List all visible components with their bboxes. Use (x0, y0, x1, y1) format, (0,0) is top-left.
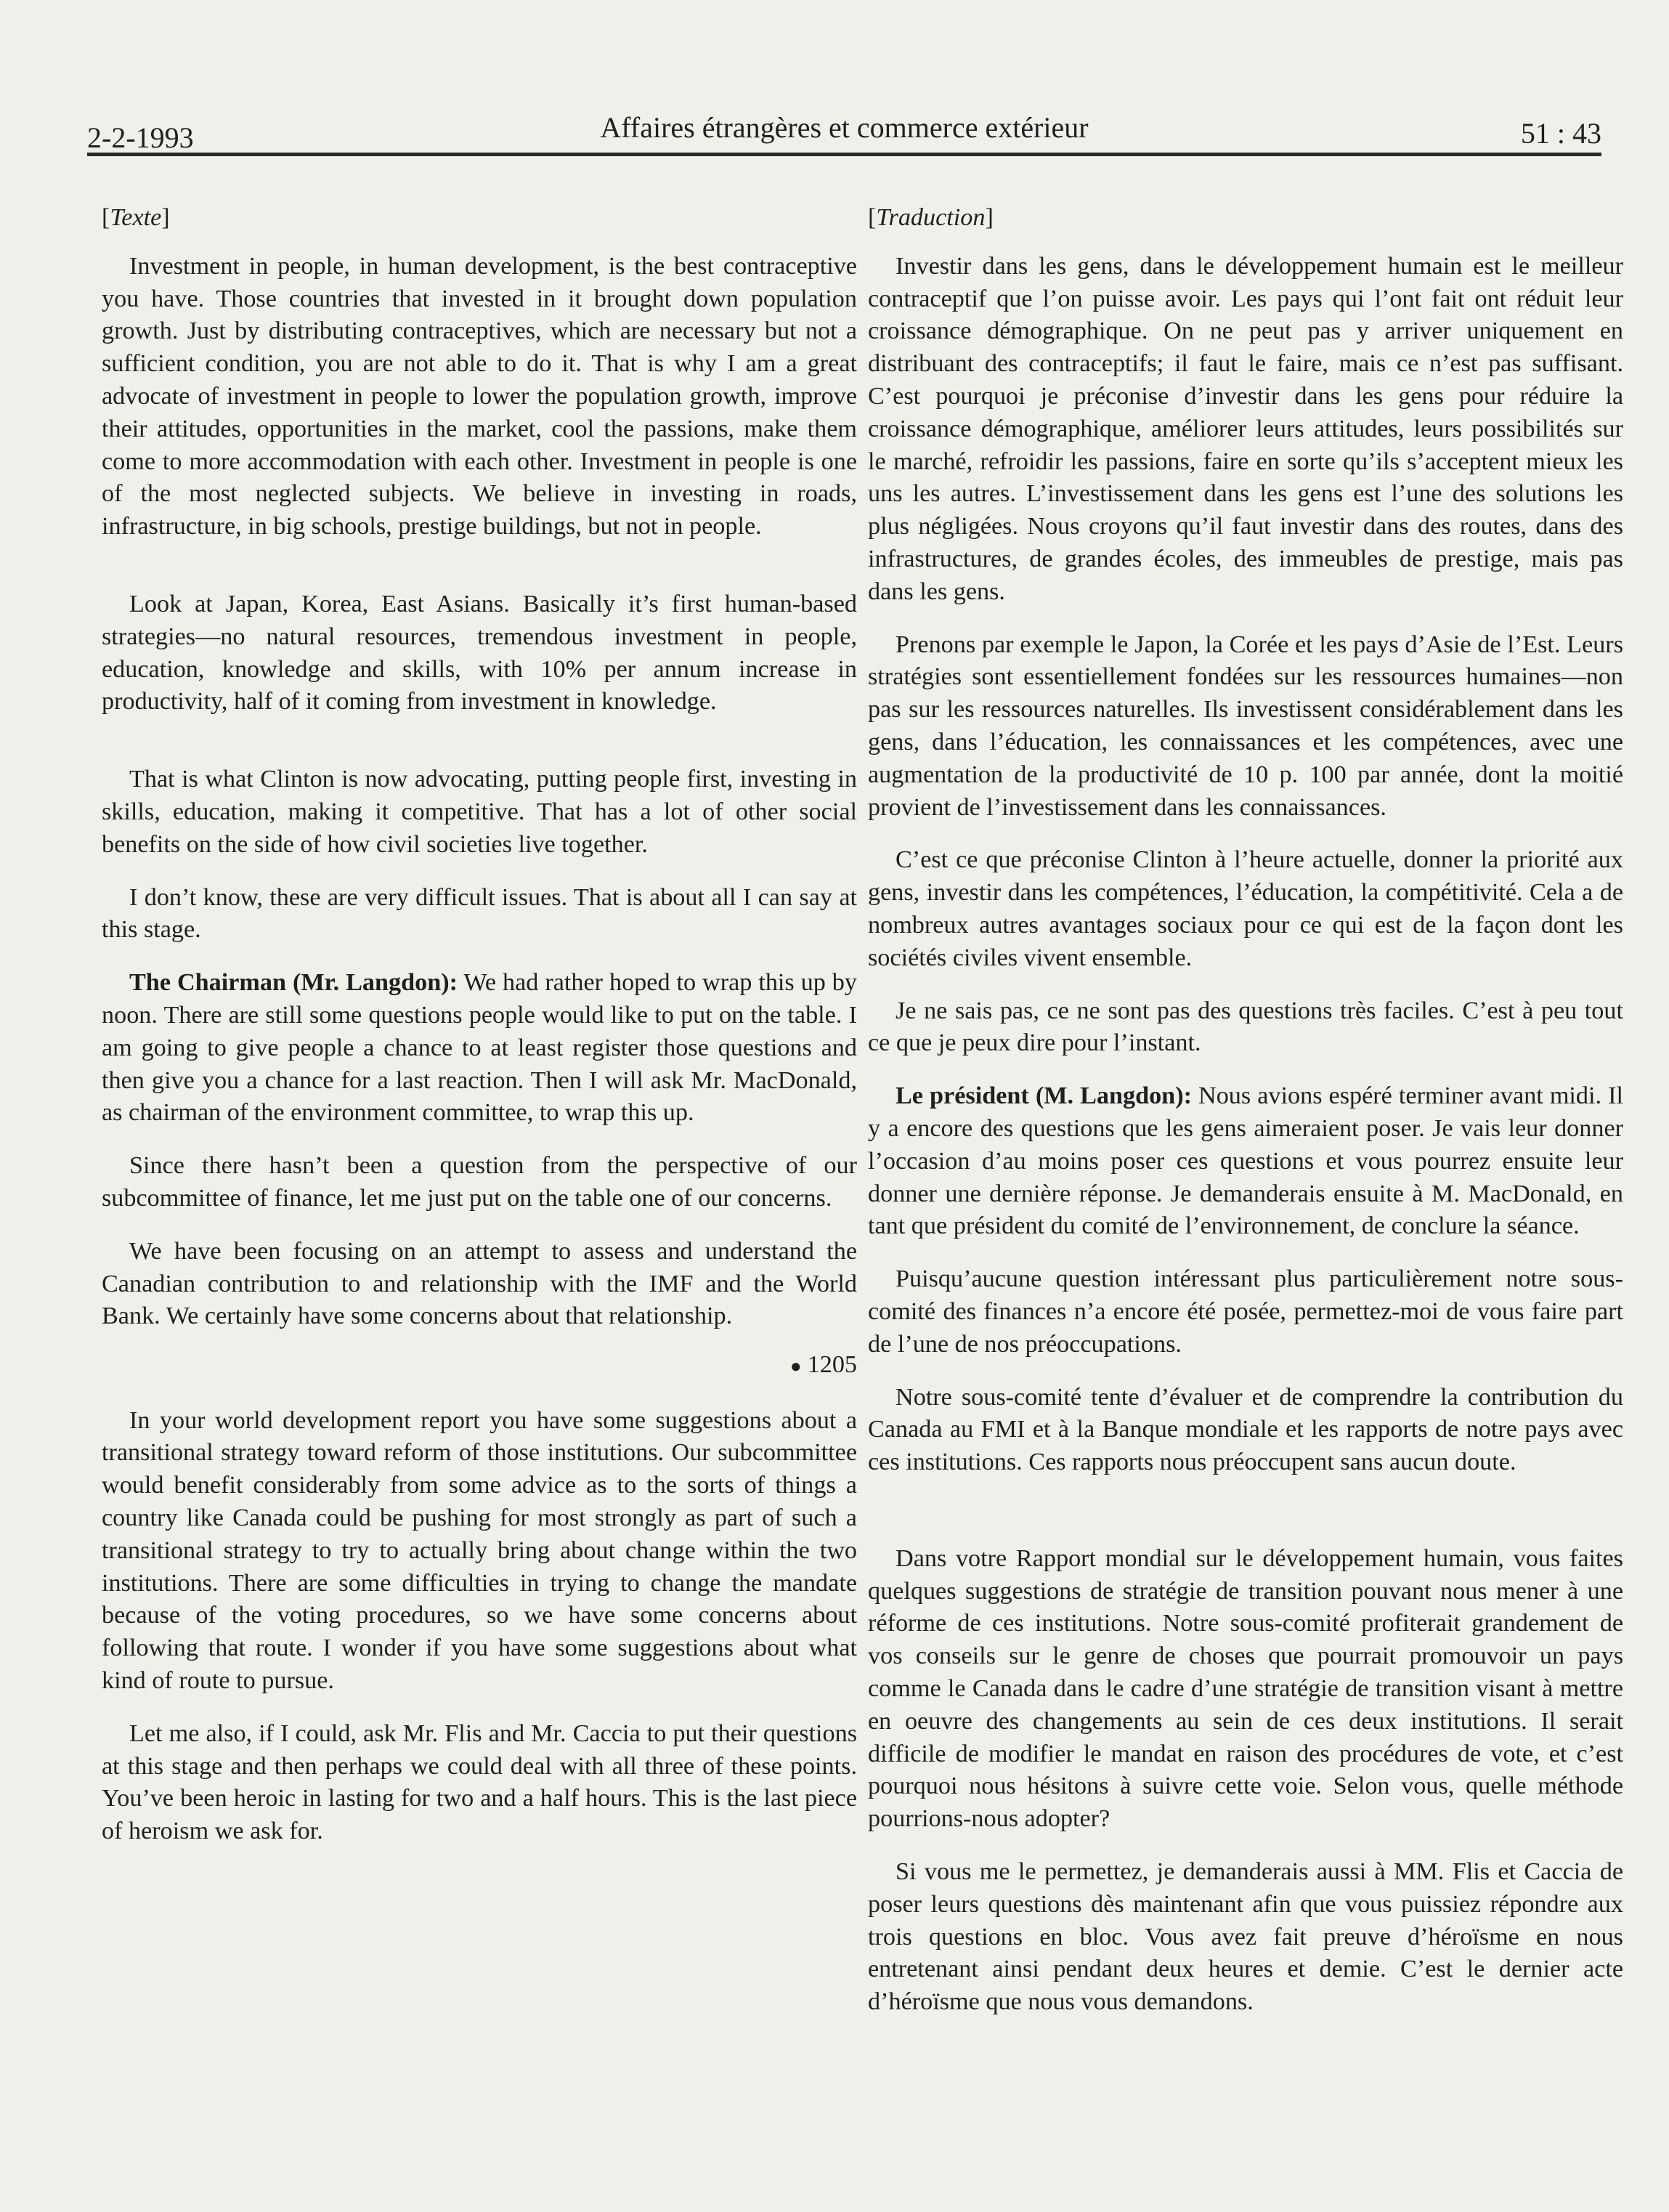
french-column (868, 202, 1623, 2039)
paragraph: Investment in people, in human development, is the best contraceptive you have. Those countries that invested in it brought down population growth. Just by distributing contraceptives, which are necessary but not a sufficient condition, you are not able to do it. That is why I am a great advocate of investment in people to lower the population growth, improve their attitudes, opportunities in the market, cool the passions, make them come to more accommodation with each other. Investment in people is one of the most neglected subjects. We believe in investing in roads, infrastructure, in big schools, prestige buildings, but not in people. (102, 252, 857, 540)
language-tag: [Texte] (102, 204, 170, 231)
speaker-name: Le président (M. Langdon): (896, 1082, 1192, 1110)
paragraph: In your world development report you have some suggestions about a transitional strategy toward reform of those institutions. Our subcommittee would benefit considerably from some advice as to the sorts of things a country like Canada could be pushing for most strongly as part of such a transitional strategy to try to actually bring about change within the two institutions. There are some difficulties in trying to change the mandate because of the voting procedures, so we have some concerns about following that route. I wonder if you have some suggestions about what kind of route to pursue. (102, 1406, 857, 1695)
paragraph: C’est ce que préconise Clinton à l’heure actuelle, donner la priorité aux gens, investir dans les compétences, l’éducation, la compétitivité. Cela a de nombreux autres avantages sociaux pour ce qui est de la façon dont les sociétés civiles vivent ensemble. (868, 846, 1623, 971)
english-column (102, 202, 857, 1868)
bullet-icon: ● (789, 1355, 802, 1377)
paragraph: The Chairman (Mr. Langdon): We had rather hoped to wrap this up by noon. There are still some questions people would like to put on the table. I am going to give people a chance to at least register those questions and then give you a chance for a last reaction. Then I will ask Mr. MacDonald, as chairman of the environment committee, to wrap this up. (102, 969, 857, 1127)
language-tag: [Traduction] (868, 204, 994, 231)
page-header (87, 109, 1601, 156)
paragraph: We have been focusing on an attempt to assess and understand the Canadian contribution to and relationship with the IMF and the World Bank. We certainly have some concerns about that relationship. (102, 1237, 857, 1330)
header-page-number: 51 : 43 (1520, 117, 1601, 150)
paragraph: Je ne sais pas, ce ne sont pas des questions très faciles. C’est à peu tout ce que je peux dire pour l’instant. (868, 997, 1623, 1057)
paragraph: Since there hasn’t been a question from the perspective of our subcommittee of finance, let me just put on the table one of our concerns. (102, 1152, 857, 1212)
header-title: Affaires étrangères et commerce extérieur (600, 111, 1089, 144)
paragraph: Look at Japan, Korea, East Asians. Basically it’s first human-based strategies—no natural resources, tremendous investment in people, education, knowledge and skills, with 10% per annum increase in productivity, half of it coming from investment in knowledge. (102, 590, 857, 716)
paragraph: Investir dans les gens, dans le développement humain est le meilleur contraceptif que l’on puisse avoir. Les pays qui l’ont fait ont réduit leur croissance démographique. On ne peut pas y arriver uniquement en distribuant des contraceptifs; il faut le faire, mais ce n’est pas suffisant. C’est pourquoi je préconise d’investir dans les gens pour réduire la croissance démographique, améliorer leurs attitudes, leurs possibilités sur le marché, refroidir les passions, faire en sorte qu’ils s’acceptent mieux les uns les autres. L’investissement dans les gens est l’une des solutions les plus négligées. Nous croyons qu’il faut investir dans des routes, dans des infrastructures, de grandes écoles, des immeubles de prestige, mais pas dans les gens. (868, 252, 1623, 605)
paragraph: I don’t know, these are very difficult issues. That is about all I can say at this stage. (102, 883, 857, 944)
paragraph: Dans votre Rapport mondial sur le développement humain, vous faites quelques suggestions de stratégie de transition pouvant nous mener à une réforme de ces institutions. Notre sous-comité profiterait grandement de vos conseils sur le genre de choses que pourrait promouvoir un pays comme le Canada dans le cadre d’une stratégie de transition visant à mettre en oeuvre des changements au sein de ces deux institutions. Il serait difficile de modifier le mandat en raison des procédures de vote, et c’est pourquoi nous hésitons à suivre cette voie. Selon vous, quelle méthode pourrions-nous adopter? (868, 1544, 1623, 1833)
header-date: 2-2-1993 (87, 121, 194, 154)
paragraph: Si vous me le permettez, je demanderais aussi à MM. Flis et Caccia de poser leurs questions dès maintenant afin que vous puissiez répondre aux trois questions en bloc. Vous avez fait preuve d’héroïsme en nous entretenant ainsi pendant deux heures et demie. C’est le dernier acte d’héroïsme que nous vous demandons. (868, 1858, 1623, 2016)
paragraph: Let me also, if I could, ask Mr. Flis and Mr. Caccia to put their questions at this stage and then perhaps we could deal with all three of these points. You’ve been heroic in lasting for two and a half hours. This is the last piece of heroism we ask for. (102, 1719, 857, 1845)
speaker-name: The Chairman (Mr. Langdon): (129, 969, 458, 997)
paragraph: Le président (M. Langdon): Nous avions espéré terminer avant midi. Il y a encore des questions que les gens aimeraient poser. Je vais leur donner l’occasion d’au moins poser ces questions et vous pourrez ensuite leur donner une dernière réponse. Je demanderais ensuite à M. MacDonald, en tant que président du comité de l’environnement, de conclure la séance. (868, 1082, 1623, 1240)
paragraph: That is what Clinton is now advocating, putting people first, investing in skills, education, making it competitive. That has a lot of other social benefits on the side of how civil societies live together. (102, 766, 857, 858)
timestamp-marker: ● 1205 (789, 1351, 857, 1379)
paragraph: Prenons par exemple le Japon, la Corée et les pays d’Asie de l’Est. Leurs stratégies sont essentiellement fondées sur les ressources humaines—non pas sur les ressources naturelles. Ils investissent considérablement dans les gens, dans l’éducation, les connaissances et les compétences, avec une augmentation de la productivité de 10 p. 100 par année, dont la moitié provient de l’investissement dans les connaissances. (868, 631, 1623, 821)
paragraph: Notre sous-comité tente d’évaluer et de comprendre la contribution du Canada au FMI et à la Banque mondiale et les rapports de notre pays avec ces institutions. Ces rapports nous préoccupent sans aucun doute. (868, 1383, 1623, 1476)
paragraph: Puisqu’aucune question intéressant plus particulièrement notre sous-comité des finances n’a encore été posée, permettez-moi de vous faire part de l’une de nos préoccupations. (868, 1265, 1623, 1358)
